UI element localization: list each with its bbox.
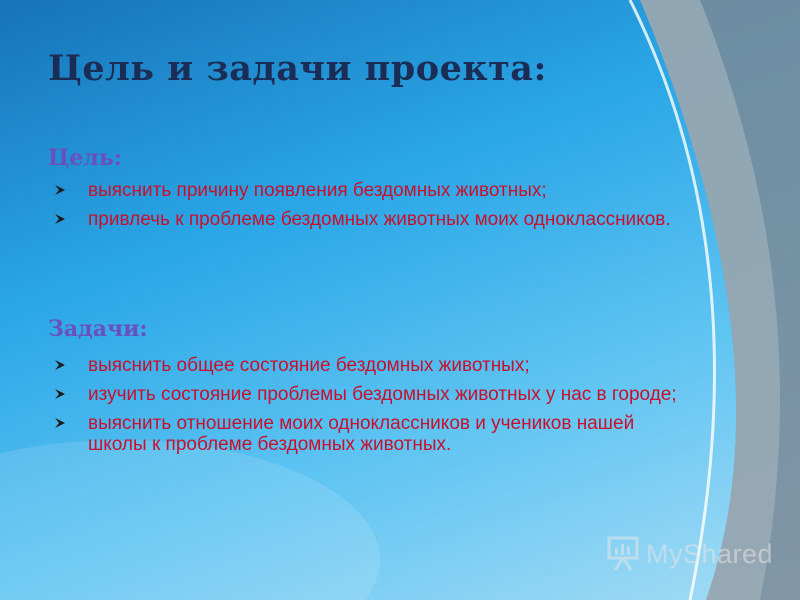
- presentation-board-icon: [606, 536, 640, 572]
- goal-item-text: выяснить причину появления бездомных животных;: [88, 180, 547, 201]
- task-list-item: [52, 413, 692, 455]
- arrowhead-bullet-icon: [54, 184, 66, 196]
- background-glow: [0, 440, 380, 600]
- tasks-heading: Задачи:: [48, 316, 148, 342]
- goal-list: [52, 180, 692, 238]
- task-item-text: выяснить общее состояние бездомных животных;: [88, 355, 530, 376]
- task-item-text: изучить состояние проблемы бездомных животных у нас в городе;: [88, 384, 677, 405]
- watermark-text: MyShared: [646, 538, 774, 569]
- slide-title: Цель и задачи проекта:: [48, 48, 547, 89]
- goal-list-item: [52, 180, 692, 201]
- arrowhead-bullet-icon: [54, 359, 66, 371]
- task-list-item: [52, 384, 692, 405]
- goal-item-text: привлечь к проблеме бездомных животных моих одноклассников.: [88, 209, 671, 230]
- arrowhead-bullet-icon: [54, 213, 66, 225]
- watermark: [606, 534, 773, 574]
- tasks-list: [52, 355, 692, 463]
- task-item-text: выяснить отношение моих одноклассников и учеников нашей школы к проблеме бездомных животных.: [88, 413, 635, 455]
- task-list-item: [52, 355, 692, 376]
- goal-heading: Цель:: [48, 145, 122, 171]
- goal-list-item: [52, 209, 692, 230]
- arrowhead-bullet-icon: [54, 417, 66, 429]
- arrowhead-bullet-icon: [54, 388, 66, 400]
